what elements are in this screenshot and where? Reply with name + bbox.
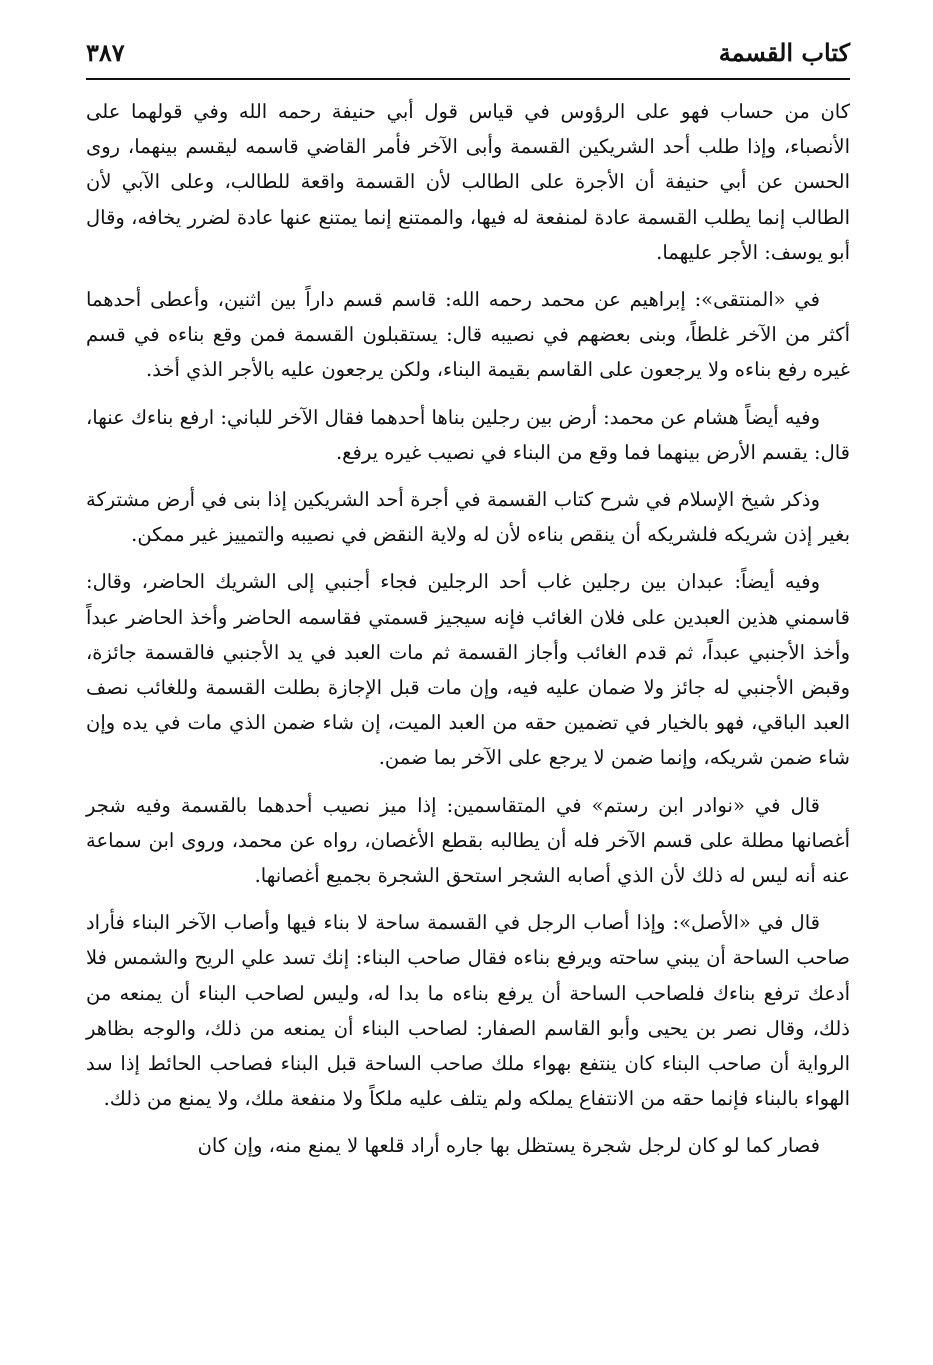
page-body	[86, 94, 850, 1164]
paragraph: قال في «الأصل»: وإذا أصاب الرجل في القسمة ساحة لا بناء فيها وأصاب الآخر البناء فأراد صاحب الساحة أن يبني ساحته ويرفع بناءه فقال صاحب البناء: إنك تسد علي الريح والشمس فلا أدعك ترفع بناءك فلصاحب الساحة أن يرفع بناءه ما بدا له، وليس لصاحب البناء أن يمنعه من ذلك، وقال نصر بن يحيى وأبو القاسم الصفار: لصاحب البناء أن يمنعه من ذلك، والوجه بظاهر الرواية أن صاحب البناء كان ينتفع بهواء ملك صاحب الساحة قبل البناء فصاحب الحائط إذا سد الهواء بالبناء فإنما حقه من الانتفاع يملكه ولم يتلف عليه ملكاً ولا منفعة ملك، ولا يمنع من ذلك.	[86, 911, 850, 1111]
header-rule	[86, 78, 850, 80]
book-page	[86, 30, 850, 1176]
page-number: ٣٨٧	[86, 38, 125, 67]
running-header	[86, 30, 850, 76]
book-title: كتاب القسمة	[718, 38, 850, 67]
paragraph: وفيه أيضاً هشام عن محمد: أرض بين رجلين بناها أحدهما فقال الآخر للباني: ارفع بناءك عنها، قال: يقسم الأرض بينهما فما وقع من البناء في نصيب غيره يرفع.	[86, 405, 850, 464]
paragraph: وفيه أيضاً: عبدان بين رجلين غاب أحد الرجلين فجاء أجنبي إلى الشريك الحاضر، وقال: قاسمني هذين العبدين على فلان الغائب فإنه سيجيز قسمتي فقاسمه الحاضر وأخذ الحاضر عبداً وأخذ الأجنبي عبداً، ثم قدم الغائب وأجاز القسمة ثم مات العبد في يد الأجنبي فالقسمة جائزة، وقبض الأجنبي له جائز ولا ضمان عليه فيه، وإن مات قبل الإجازة بطلت القسمة وللغائب نصف العبد الباقي، فهو بالخيار في تضمين حقه من العبد الميت، إن شاء ضمن الذي مات في يده وإن شاء ضمن شريكه، وإنما ضمن لا يرجع على الآخر بما ضمن.	[86, 570, 850, 770]
paragraph: كان من حساب فهو على الرؤوس في قياس قول أبي حنيفة رحمه الله وفي قولهما على الأنصباء، وإذا طلب أحد الشريكين القسمة وأبى الآخر فأمر القاضي قاسمه ليقسم بينهما، روى الحسن عن أبي حنيفة أن الأجرة على الطالب لأن القسمة واقعة للطالب، وعلى الآبي لأن الطالب إنما يطلب القسمة عادة لمنفعة له فيها، والممتنع إنما يمتنع عنها عادة لضرر يخافه، وقال أبو يوسف: الأجر عليهما.	[86, 100, 850, 264]
paragraph: وذكر شيخ الإسلام في شرح كتاب القسمة في أجرة أحد الشريكين إذا بنى في أرض مشتركة بغير إذن شريكه فلشريكه أن ينقص بناءه لأن له ولاية النقض في نصيبه والتمييز غير ممكن.	[86, 488, 850, 547]
paragraph: في «المنتقى»: إبراهيم عن محمد رحمه الله: قاسم قسم داراً بين اثنين، وأعطى أحدهما أكثر من الآخر غلطاً، وبنى بعضهم في نصيبه قال: يستقبلون القسمة فمن وقع بناءه في قسم غيره رفع بناءه ولا يرجعون على القاسم بقيمة البناء، ولكن يرجعون عليه بالأجر الذي أخذ.	[86, 288, 850, 382]
paragraph: فصار كما لو كان لرجل شجرة يستظل بها جاره أراد قلعها لا يمنع منه، وإن كان	[197, 1134, 820, 1158]
paragraph: قال في «نوادر ابن رستم» في المتقاسمين: إذا ميز نصيب أحدهما بالقسمة وفيه شجر أغصانها مطلة على قسم الآخر فله أن يطالبه بقطع الأغصان، رواه عن محمد، وروى ابن سماعة عنه أنه ليس له ذلك لأن الذي أصابه الشجر استحق الشجرة بجميع أغصانها.	[86, 793, 850, 888]
